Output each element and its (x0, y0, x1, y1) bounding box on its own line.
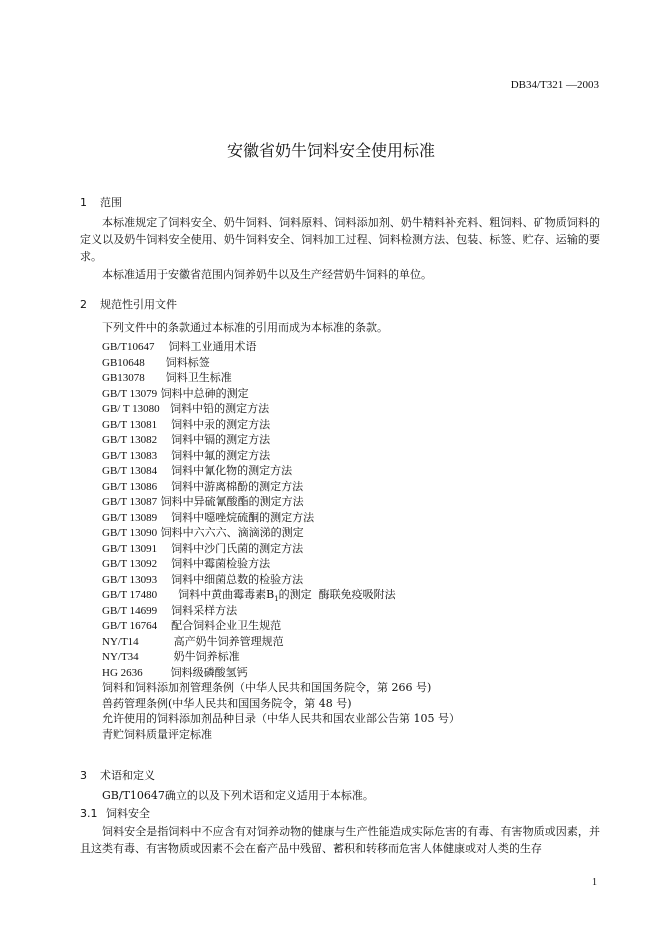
reference-item (102, 401, 460, 417)
reference-title: 饲料级磷酸氢钙 (170, 665, 248, 679)
reference-code: GB/T 14699 (102, 604, 158, 617)
reference-code: GB/T 13082 (102, 434, 158, 446)
document-code: DB34/T321 —2003 (510, 79, 599, 91)
subsection-number: 3.1 (80, 807, 98, 820)
reference-subscript: 1 (274, 595, 279, 604)
reference-code: GB/T 13083 (102, 449, 158, 462)
section-title: 术语和定义 (100, 769, 155, 782)
reference-separator (157, 557, 171, 570)
reference-item (102, 386, 460, 402)
reference-separator (157, 604, 171, 617)
reference-item (102, 680, 460, 696)
reference-separator (155, 340, 169, 353)
reference-item (102, 727, 460, 743)
reference-item (102, 525, 460, 541)
reference-code: GB/T 13090 (102, 527, 158, 539)
reference-title: 饲料中六六六、滴滴涕的测定 (160, 526, 304, 539)
reference-item (102, 556, 460, 572)
reference-separator (157, 542, 171, 555)
reference-code: GB/T 13092 (102, 558, 158, 570)
reference-code: GB/ T 13080 (102, 403, 160, 415)
reference-title: 饲料标签 (165, 355, 210, 369)
reference-title: 饲料中游离棉酚的测定方法 (171, 479, 304, 493)
reference-code: GB/T 13079 (102, 387, 158, 400)
section-number: 2 (80, 298, 87, 311)
reference-title: 饲料中铅的测定方法 (170, 402, 270, 415)
reference-list (102, 339, 460, 742)
reference-title: 配合饲料企业卫生规范 (171, 619, 282, 632)
reference-separator (157, 449, 171, 462)
reference-separator (139, 650, 174, 663)
reference-code: GB/T 13086 (102, 480, 158, 493)
reference-title: 饲料中汞的测定方法 (171, 417, 271, 431)
section-title: 范围 (100, 196, 122, 209)
reference-title-suffix: 的测定 酶联免疫吸附法 (278, 588, 396, 601)
reference-code: GB/T 13087 (102, 496, 158, 508)
scope-applicability: 本标准适用于安徽省范围内饲养奶牛以及生产经营奶牛饲料的单位。 (102, 268, 432, 281)
reference-item (102, 634, 460, 650)
references-intro: 下列文件中的条款通过本标准的引用而成为本标准的条款。 (102, 321, 388, 334)
reference-title: 饲料工业通用术语 (168, 340, 257, 353)
reference-item (102, 479, 460, 495)
reference-item (102, 448, 460, 464)
reference-code: GB/T 13081 (102, 418, 158, 431)
reference-separator (157, 418, 171, 431)
reference-code: GB13078 (102, 372, 145, 384)
section-2-heading (80, 296, 177, 312)
reference-code: GB/T 16764 (102, 620, 158, 632)
reference-separator (157, 588, 178, 601)
reference-title: 饲料中沙门氏菌的测定方法 (171, 541, 304, 555)
reference-title: 饲料中噁唑烷硫酮的测定方法 (171, 510, 315, 524)
reference-separator (157, 573, 171, 586)
reference-item (102, 696, 460, 712)
subsection-title: 饲料安全 (106, 807, 150, 820)
reference-title: 饲料中黄曲霉毒素B (178, 588, 275, 601)
reference-separator (160, 402, 171, 415)
section-3-heading (80, 767, 155, 783)
reference-title: 饲料和饲料添加剂管理条例（中华人民共和国国务院令，第 266 号) (102, 681, 432, 694)
section-title: 规范性引用文件 (100, 298, 177, 311)
reference-title: 奶牛饲养标准 (173, 650, 240, 663)
reference-separator (157, 480, 171, 493)
reference-item (102, 432, 460, 448)
reference-item (102, 711, 460, 727)
section-1-heading (80, 194, 122, 210)
reference-title: 青贮饲料质量评定标准 (102, 727, 212, 741)
reference-separator (145, 356, 166, 369)
reference-item (102, 649, 460, 665)
reference-item (102, 541, 460, 557)
reference-item (102, 417, 460, 433)
reference-item (102, 572, 460, 588)
subsection-3-1-heading (80, 805, 150, 821)
reference-title: 饲料采样方法 (171, 603, 238, 617)
reference-item (102, 339, 460, 355)
reference-separator (145, 371, 166, 384)
reference-item (102, 355, 460, 371)
terms-intro: GB/T10647确立的以及下列术语和定义适用于本标准。 (102, 789, 374, 802)
reference-code: GB/T10647 (102, 341, 155, 353)
reference-item (102, 510, 460, 526)
page-title: 安徽省奶牛饲料安全使用标准 (226, 141, 435, 160)
reference-title: 饲料中镉的测定方法 (171, 433, 271, 446)
reference-code: GB10648 (102, 356, 145, 369)
reference-title: 饲料中总砷的测定 (160, 386, 249, 400)
reference-title: 饲料中细菌总数的检验方法 (171, 572, 304, 586)
reference-code: NY/T34 (102, 651, 139, 663)
reference-code: GB/T 17480 (102, 589, 158, 601)
reference-code: NY/T14 (102, 635, 139, 648)
reference-code: GB/T 13091 (102, 542, 158, 555)
reference-title: 高产奶牛饲养管理规范 (173, 634, 284, 648)
reference-item (102, 618, 460, 634)
reference-separator (139, 635, 174, 648)
reference-code: HG 2636 (102, 666, 143, 679)
reference-code: GB/T 13089 (102, 511, 158, 524)
reference-title: 饲料中氟的测定方法 (171, 448, 271, 462)
reference-item (102, 370, 460, 386)
page-number: 1 (592, 877, 597, 888)
feed-safety-definition: 饲料安全是指饲料中不应含有对饲养动物的健康与生产性能造成实际危害的有毒、有害物质或因素，并且这类有毒、有害物质或因素不会在畜产品中残留、蓄积和转移而危害人体健康或对人类的生存 (80, 825, 600, 855)
reference-title: 饲料中霉菌检验方法 (171, 557, 271, 570)
reference-separator (143, 666, 171, 679)
section-number: 3 (80, 769, 87, 782)
reference-item (102, 494, 460, 510)
reference-item (102, 665, 460, 681)
reference-code: GB/T 13084 (102, 465, 158, 477)
reference-title: 饲料中氰化物的测定方法 (171, 464, 293, 477)
reference-item (102, 603, 460, 619)
reference-item (102, 463, 460, 479)
reference-separator (157, 433, 171, 446)
reference-title: 兽药管理条例(中华人民共和国国务院令，第 48 号) (102, 696, 352, 710)
scope-paragraph: 本标准规定了饲料安全、奶牛饲料、饲料原料、饲料添加剂、奶牛精料补充料、粗饲料、矿物质饲料的定义以及奶牛饲料安全使用、奶牛饲料安全、饲料加工过程、饲料检测方法、包装、标签、贮存、运输的要求。 (80, 216, 600, 263)
section-number: 1 (80, 196, 87, 209)
reference-title: 饲料中异硫氰酸酯的测定方法 (160, 495, 304, 508)
reference-separator (157, 464, 171, 477)
reference-code: GB/T 13093 (102, 573, 158, 586)
reference-title: 允许使用的饲料添加剂品种目录（中华人民共和国农业部公告第 105 号） (102, 712, 460, 725)
reference-separator (157, 511, 171, 524)
reference-item (102, 587, 460, 603)
reference-title: 饲料卫生标准 (165, 371, 232, 384)
reference-separator (157, 619, 171, 632)
